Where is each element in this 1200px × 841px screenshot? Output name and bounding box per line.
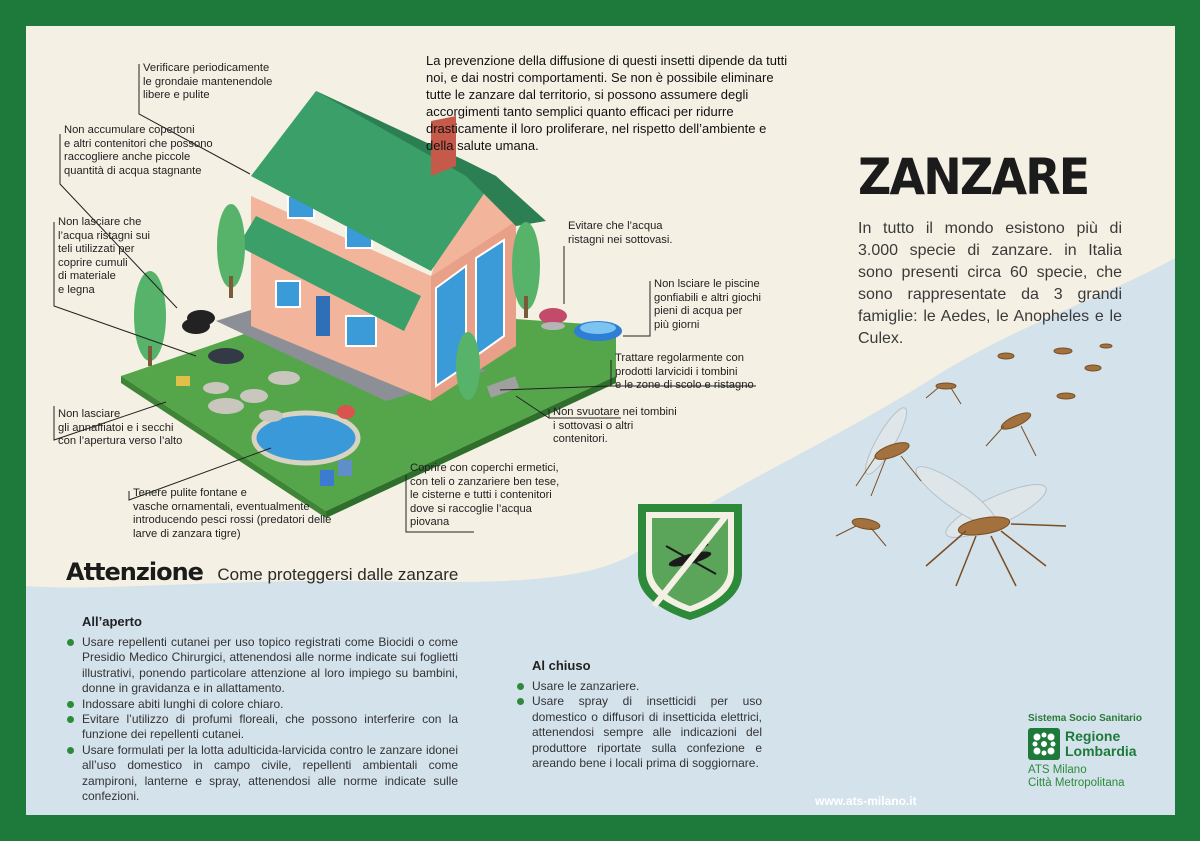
poster-panel bbox=[26, 26, 1175, 815]
no-mosquito-shield bbox=[638, 504, 742, 620]
house-door bbox=[316, 296, 330, 336]
attention-header bbox=[66, 558, 458, 586]
list-item: Indossare abiti lunghi di colore chiaro. bbox=[66, 697, 458, 712]
label-annaffiatoi: Non lasciare gli annaffiatoi e i secchi con l’apertura verso l’alto bbox=[58, 408, 183, 448]
label-sottovasi: Evitare che l’acqua ristagni nei sottovasi. bbox=[568, 220, 673, 246]
mosquito-large bbox=[910, 459, 1066, 586]
website-url[interactable]: www.ats-milano.it bbox=[815, 794, 917, 808]
label-fontane: Tenere pulite fontane e vasche ornamentali, eventualmente introducendo pesci rossi (predatori delle larve di zanzara tigre) bbox=[133, 487, 332, 540]
indoor-heading: Al chiuso bbox=[532, 658, 591, 673]
logo-top-text: Sistema Socio Sanitario bbox=[1028, 713, 1142, 724]
logo-name-2: Lombardia bbox=[1065, 743, 1137, 759]
list-item: Usare spray di insetticidi per uso domestico o diffusori di insetticida elettrici, attenendosi sempre alle indicazioni del produttore riportate sulla confezione e areando bene i locali prima di soggiornare. bbox=[516, 694, 762, 771]
list-item: Usare repellenti cutanei per uso topico registrati come Biocidi o come Presidio Medico Chirurgici, attenendosi alle norme indicate sui foglietti illustrativi, ponendo particolare attenzione al loro impiego su bambini, donne in gravidanza e in allattamento. bbox=[66, 635, 458, 697]
wood-pile bbox=[208, 348, 244, 364]
label-tombini: Trattare regolarmente con prodotti larvicidi i tombini e le zone di scolo e ristagno bbox=[615, 352, 754, 392]
label-teli: Non lasciare che l’acqua ristagni sui teli utilizzati per coprire cumuli di materiale e legna bbox=[58, 216, 151, 296]
list-item: Evitare l’utilizzo di profumi floreali, che possono interferire con la funzione dei repellenti cutanei. bbox=[66, 712, 458, 743]
mosquito-far1 bbox=[926, 383, 961, 404]
rosa-camuna-icon bbox=[1028, 728, 1060, 760]
outdoor-heading: All’aperto bbox=[82, 614, 142, 629]
outdoor-list bbox=[66, 635, 458, 804]
watering-can bbox=[176, 376, 190, 386]
label-grondaie: Verificare periodicamente le grondaie mantenendole libere e pulite bbox=[143, 62, 273, 102]
logo-sub-1: ATS Milano bbox=[1028, 764, 1087, 776]
label-svuotare: Non svuotare nei tombini i sottovasi o altri contenitori. bbox=[553, 406, 677, 446]
label-copertoni: Non accumulare copertoni e altri contenitori che possono raccogliere anche piccole quantità di acqua stagnante bbox=[64, 124, 213, 177]
mosquito-far5 bbox=[1057, 393, 1075, 399]
logo-name-1: Regione bbox=[1065, 728, 1121, 744]
mosquito-far4 bbox=[1085, 365, 1101, 371]
intro-paragraph: La prevenzione della diffusione di questi insetti dipende da tutti noi, e dai nostri comportamenti. Se non è possibile eliminare tutte le zanzare dal territorio, si possono assumere degli accorgimenti tanto semplici quanto efficaci per ridurre drasticamente il loro proliferare, nel rispetto dell’ambiente e della salute umana. bbox=[426, 53, 788, 153]
label-coperchi: Coprire con coperchi ermetici, con teli o zanzariere ben tese, le cisterne e tutti i contenitori dove si raccoglie l’acqua piovana bbox=[410, 462, 560, 529]
attention-title: Attenzione bbox=[66, 558, 203, 586]
outdoor-section bbox=[66, 614, 458, 804]
list-item: Usare formulati per la lotta adulticida-larvicida contro le zanzare idonei all’uso domestico in campo civile, repellenti ambientali come zampironi, lanterne e spray, attenendosi alle norme indicate sulle confezioni. bbox=[66, 743, 458, 805]
inflatable-pool bbox=[574, 321, 622, 341]
logo-sub-2: Città Metropolitana bbox=[1028, 777, 1125, 789]
regione-lombardia-logo bbox=[1028, 713, 1142, 790]
attention-subtitle: Come proteggersi dalle zanzare bbox=[217, 565, 459, 584]
indoor-list bbox=[516, 679, 762, 771]
label-piscine: Non lsciare le piscine gonfiabili e altri giochi pieni di acqua per più giorni bbox=[654, 278, 761, 331]
list-item: Usare le zanzariere. bbox=[516, 679, 762, 694]
red-pot bbox=[337, 405, 355, 419]
mosquito-far2 bbox=[998, 353, 1014, 359]
title-description: In tutto il mondo esistono più di 3.000 specie di zanzare. in Italia sono presenti circa 60 specie, che sono rappresentate da 3 grandi famiglie: le Aedes, le Anopheles e le Culex. bbox=[858, 220, 1122, 347]
indoor-section bbox=[516, 658, 762, 771]
flower-pot bbox=[539, 308, 567, 330]
mosquito-small-left bbox=[836, 517, 886, 546]
page-title: ZANZARE bbox=[858, 148, 1089, 206]
mosquito-mid bbox=[986, 410, 1036, 456]
